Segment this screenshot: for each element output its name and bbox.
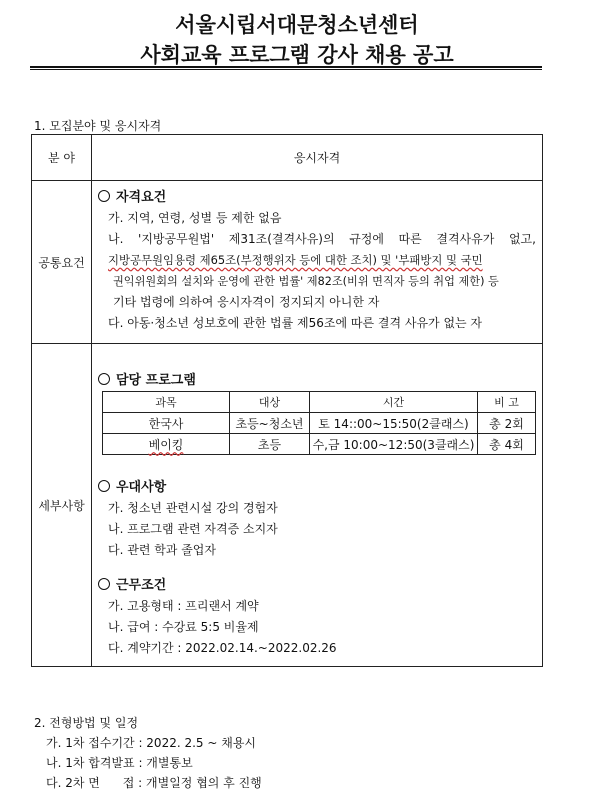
- schedule-item: 가. 1차 접수기간 : 2022. 2.5 ~ 채용시: [46, 736, 257, 750]
- program-time: 수,금 10:00~12:50(3클래스): [310, 434, 478, 455]
- program-time: 토 14::00~15:50(2클래스): [310, 413, 478, 434]
- program-table: [102, 391, 536, 455]
- circle-bullet-icon: [98, 373, 110, 385]
- work-item: 다. 계약기간 : 2022.02.14.~2022.02.26: [108, 641, 337, 655]
- qualification-table: [31, 134, 543, 667]
- section-2-heading: 2. 전형방법 및 일정: [34, 716, 139, 730]
- circle-bullet-icon: [98, 190, 110, 202]
- table-row: [103, 413, 536, 434]
- pref-subtitle-row: [98, 477, 536, 498]
- schedule-item: 나. 1차 합격발표 : 개별통보: [46, 756, 193, 770]
- section-2: [34, 713, 262, 793]
- common-item-ga: 가. 지역, 연령, 성별 등 제한 없음: [108, 211, 282, 225]
- common-item-na-line2: 지방공무원임용령 제65조(부정행위자 등에 대한 조치) 및 '부패방지 및 국민: [108, 253, 483, 267]
- header-field: 분 야: [32, 135, 92, 181]
- common-subtitle-row: [98, 187, 536, 208]
- program-subtitle-row: [98, 370, 536, 391]
- common-row: [32, 181, 543, 344]
- common-subtitle: 자격요건: [116, 190, 167, 205]
- circle-bullet-icon: [98, 480, 110, 492]
- pref-item: 가. 청소년 관련시설 강의 경험자: [108, 501, 278, 515]
- title-underline-thick: [30, 66, 542, 68]
- detail-row: [32, 344, 543, 667]
- pref-item: 나. 프로그램 관련 자격증 소지자: [108, 522, 278, 536]
- common-item-da: 다. 아동·청소년 성보호에 관한 법률 제56조에 따른 결격 사유가 없는 자: [108, 316, 483, 330]
- program-subtitle: 담당 프로그램: [116, 373, 196, 388]
- program-subject: 베이킹: [103, 434, 230, 455]
- work-subtitle-row: [98, 575, 536, 596]
- header-qualification: 응시자격: [92, 135, 543, 181]
- work-item: 가. 고용형태 : 프리랜서 계약: [108, 599, 259, 613]
- common-content: [92, 181, 543, 344]
- detail-content: [92, 344, 543, 667]
- common-item-na-line1: 나. '지방공무원법' 제31조(결격사유)의 규정에 따른 결격사유가 없고,: [108, 232, 536, 246]
- title-underline-thin: [30, 69, 542, 70]
- table-row: [103, 434, 536, 455]
- circle-bullet-icon: [98, 578, 110, 590]
- program-header-target: 대상: [230, 392, 310, 413]
- detail-label: 세부사항: [32, 344, 92, 667]
- work-item: 나. 급여 : 수강료 5:5 비율제: [108, 620, 259, 634]
- schedule-item: 다. 2차 면 접 : 개별일정 협의 후 진행: [46, 776, 262, 790]
- common-item-na-line4: 기타 법령에 의하여 응시자격이 정지되지 아니한 자: [113, 295, 380, 309]
- program-target: 초등~청소년: [230, 413, 310, 434]
- program-header-subject: 과목: [103, 392, 230, 413]
- section-1-heading: 1. 모집분야 및 응시자격: [34, 119, 162, 133]
- title-line-2: 사회교육 프로그램 강사 채용 공고: [140, 43, 454, 67]
- work-subtitle: 근무조건: [116, 578, 167, 593]
- program-note: 총 4회: [478, 434, 536, 455]
- title-line-1: 서울시립서대문청소년센터: [175, 13, 419, 37]
- pref-item: 다. 관련 학과 졸업자: [108, 543, 216, 557]
- table-header-row: [32, 135, 543, 181]
- program-note: 총 2회: [478, 413, 536, 434]
- common-item-na-line3: 권익위원회의 설치와 운영에 관한 법률' 제82조(비위 면직자 등의 취업 제한) 등: [113, 275, 499, 288]
- program-header-row: [103, 392, 536, 413]
- program-target: 초등: [230, 434, 310, 455]
- common-label: 공통요건: [32, 181, 92, 344]
- program-subject: 한국사: [103, 413, 230, 434]
- pref-subtitle: 우대사항: [116, 480, 167, 495]
- program-header-note: 비 고: [478, 392, 536, 413]
- program-header-time: 시간: [310, 392, 478, 413]
